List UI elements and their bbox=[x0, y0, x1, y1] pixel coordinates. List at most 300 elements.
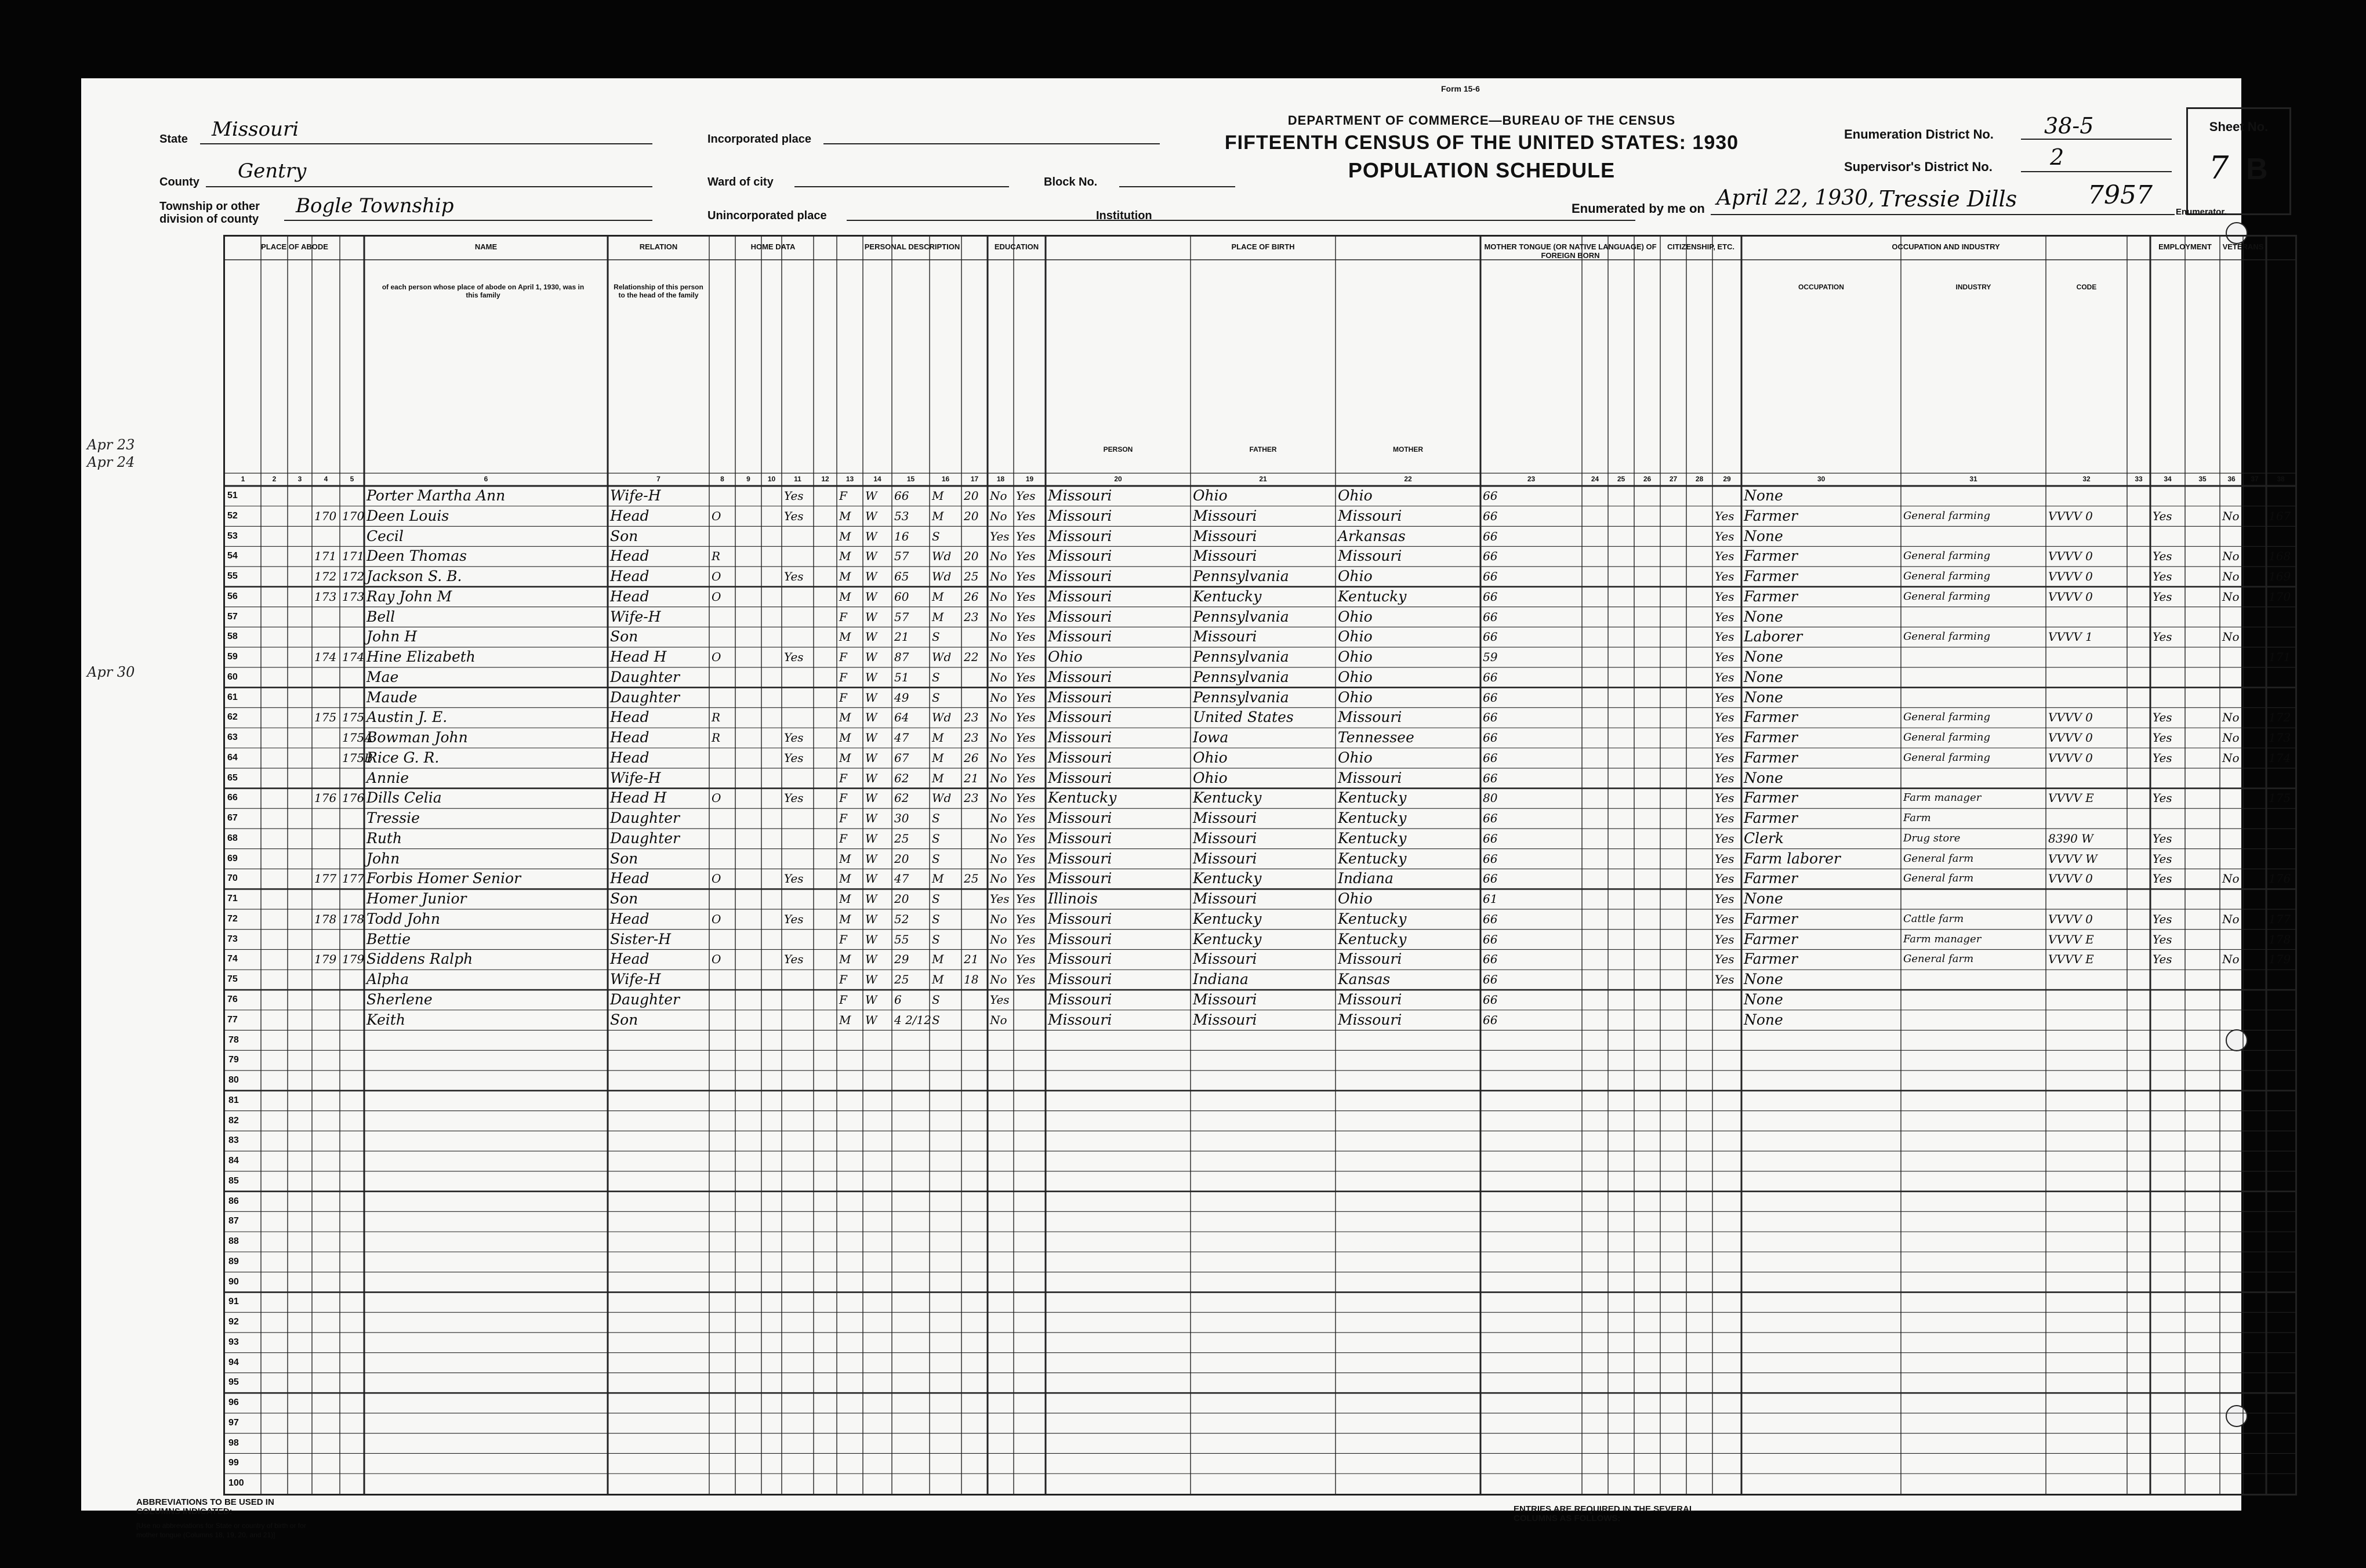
cell-name: Maude bbox=[366, 688, 418, 706]
cell-bf: Iowa bbox=[1193, 729, 1229, 746]
cell-bf: United States bbox=[1193, 709, 1294, 726]
cell-n: 76 bbox=[227, 994, 238, 1004]
cell-bm: Kentucky bbox=[1338, 789, 1407, 807]
row-number: 84 bbox=[228, 1156, 239, 1166]
cell-mar: Wd bbox=[932, 710, 952, 725]
cell-bf: Missouri bbox=[1193, 547, 1257, 565]
cell-lang: 66 bbox=[1483, 630, 1498, 644]
cell-n: 62 bbox=[227, 712, 238, 723]
cell-emp: Yes bbox=[2153, 549, 2172, 564]
cell-agem: 18 bbox=[964, 972, 979, 987]
cell-sex: F bbox=[839, 670, 847, 684]
cell-rel: Head bbox=[610, 709, 649, 726]
cell-bp: Missouri bbox=[1048, 568, 1112, 585]
cell-sex: F bbox=[839, 972, 847, 987]
cell-age: 57 bbox=[894, 609, 909, 624]
cell-occ: Clerk bbox=[1744, 829, 1784, 847]
cell-rel: Wife-H bbox=[610, 971, 661, 988]
cell-fam: 170 bbox=[342, 509, 365, 523]
cell-fam: 175A bbox=[342, 731, 373, 745]
cell-occ: None bbox=[1744, 487, 1783, 504]
cell-bm: Ohio bbox=[1338, 568, 1373, 585]
cell-fam: 179 bbox=[342, 952, 365, 967]
cell-name: Ray John M bbox=[366, 587, 452, 605]
cell-race: W bbox=[865, 952, 877, 967]
footer-entries-title: ENTRIES ARE REQUIRED IN THE SEVERAL COLUMNS AS FOLLOWS: bbox=[1514, 1504, 1694, 1523]
cell-lang: 66 bbox=[1483, 771, 1498, 785]
cell-age: 52 bbox=[894, 912, 909, 926]
cell-rel: Daughter bbox=[610, 668, 680, 685]
cell-sex: M bbox=[839, 872, 851, 886]
column-number: 38 bbox=[2277, 475, 2285, 483]
cell-sch: No bbox=[990, 630, 1007, 644]
column-number: 35 bbox=[2198, 475, 2207, 483]
column-heading-rel: Relationship of this person to the head of the family bbox=[614, 283, 703, 299]
cell-race: W bbox=[865, 993, 877, 1007]
cell-name: John H bbox=[366, 628, 418, 645]
cell-lang: 80 bbox=[1483, 791, 1498, 805]
cell-bp: Missouri bbox=[1048, 810, 1112, 827]
cell-read: Yes bbox=[1016, 831, 1036, 845]
unincorporated-label: Unincorporated place bbox=[707, 209, 827, 222]
cell-code: VVVV 0 bbox=[2048, 589, 2093, 604]
cell-dw: 171 bbox=[314, 549, 337, 564]
cell-sex: F bbox=[839, 771, 847, 785]
column-group-heading: VETERANS bbox=[2222, 242, 2264, 251]
row-number: 86 bbox=[228, 1196, 239, 1206]
cell-code: 8390 W bbox=[2048, 831, 2093, 845]
cell-sch: No bbox=[990, 872, 1007, 886]
cell-name: Deen Louis bbox=[366, 507, 449, 524]
cell-sch: No bbox=[990, 609, 1007, 624]
cell-mar: M bbox=[932, 589, 944, 604]
cell-read: Yes bbox=[1016, 529, 1036, 543]
cell-dw: 174 bbox=[314, 650, 337, 665]
ward-line bbox=[794, 186, 1009, 187]
cell-ind: General farm bbox=[1903, 852, 1974, 865]
column-number: 31 bbox=[1969, 475, 1977, 483]
cell-bf: Missouri bbox=[1193, 527, 1257, 545]
cell-rel: Head bbox=[610, 568, 649, 585]
cell-name: Austin J. E. bbox=[366, 709, 448, 726]
cell-sex: M bbox=[839, 952, 851, 967]
cell-age: 62 bbox=[894, 771, 909, 785]
cell-agem: 23 bbox=[964, 710, 979, 725]
cell-age: 29 bbox=[894, 952, 909, 967]
column-group-heading: EDUCATION bbox=[994, 242, 1039, 251]
column-group-heading: MOTHER TONGUE (OR NATIVE LANGUAGE) OF FOREIGN BORN bbox=[1484, 242, 1657, 260]
cell-emp: Yes bbox=[2153, 731, 2172, 745]
cell-age: 20 bbox=[894, 851, 909, 866]
cell-n: 52 bbox=[227, 510, 238, 521]
column-group-heading: PERSONAL DESCRIPTION bbox=[864, 242, 960, 251]
cell-agem: 23 bbox=[964, 731, 979, 745]
column-group-heading: PLACE OF ABODE bbox=[261, 242, 328, 251]
cell-sex: M bbox=[839, 1012, 851, 1027]
cell-bf: Missouri bbox=[1193, 890, 1257, 908]
cell-bm: Kentucky bbox=[1338, 810, 1407, 827]
cell-lang: 66 bbox=[1483, 1012, 1498, 1027]
row-number: 80 bbox=[228, 1075, 239, 1086]
row-number: 94 bbox=[228, 1357, 239, 1367]
cell-sex: M bbox=[839, 630, 851, 644]
cell-vet: No bbox=[2222, 710, 2240, 725]
cell-tenure: O bbox=[712, 589, 721, 604]
cell-race: W bbox=[865, 771, 877, 785]
cell-read: Yes bbox=[1016, 771, 1036, 785]
cell-eng: Yes bbox=[1715, 912, 1734, 926]
cell-mar: S bbox=[932, 690, 940, 705]
cell-rel: Daughter bbox=[610, 829, 680, 847]
column-number: 30 bbox=[1817, 475, 1826, 483]
township-line bbox=[284, 220, 652, 221]
column-group-heading: RELATION bbox=[639, 242, 678, 251]
cell-rel: Head H bbox=[610, 648, 667, 666]
cell-ind: General farming bbox=[1903, 630, 1991, 643]
row-number: 89 bbox=[228, 1256, 239, 1266]
column-number: 17 bbox=[970, 475, 979, 483]
cell-tenure: O bbox=[712, 569, 721, 584]
cell-bm: Ohio bbox=[1338, 648, 1373, 666]
cell-code: VVVV E bbox=[2048, 791, 2094, 805]
cell-agem: 26 bbox=[964, 750, 979, 765]
cell-occ: Farmer bbox=[1744, 789, 1798, 807]
footer-abbrev-title: ABBREVIATIONS TO BE USED IN COLUMNS INDICATED: bbox=[136, 1497, 274, 1516]
cell-rel: Daughter bbox=[610, 810, 680, 827]
cell-race: W bbox=[865, 872, 877, 886]
cell-bp: Missouri bbox=[1048, 950, 1112, 968]
county-label: County bbox=[159, 176, 199, 188]
column-number: 25 bbox=[1617, 475, 1625, 483]
cell-bp: Missouri bbox=[1048, 527, 1112, 545]
cell-tenure: O bbox=[712, 791, 721, 805]
cell-bm: Tennessee bbox=[1338, 729, 1414, 746]
cell-bf: Missouri bbox=[1193, 507, 1257, 524]
cell-name: Porter Martha Ann bbox=[366, 487, 506, 504]
township-label: Township or other division of county bbox=[159, 200, 260, 226]
cell-n: 74 bbox=[227, 954, 238, 964]
cell-bp: Missouri bbox=[1048, 971, 1112, 988]
cell-ind: Drug store bbox=[1903, 832, 1961, 844]
cell-code: VVVV E bbox=[2048, 952, 2094, 967]
cell-agem: 26 bbox=[964, 589, 979, 604]
column-number: 10 bbox=[767, 475, 776, 483]
cell-mar: M bbox=[932, 872, 944, 886]
cell-tenure: O bbox=[712, 509, 721, 523]
cell-mar: S bbox=[932, 811, 940, 826]
row-number: 98 bbox=[228, 1438, 239, 1448]
cell-eng: Yes bbox=[1715, 892, 1734, 906]
cell-dw: 175 bbox=[314, 710, 337, 725]
cell-bp: Missouri bbox=[1048, 991, 1112, 1008]
cell-sex: M bbox=[839, 569, 851, 584]
cell-bm: Arkansas bbox=[1338, 527, 1406, 545]
cell-rel: Head bbox=[610, 587, 649, 605]
cell-bf: Missouri bbox=[1193, 1011, 1257, 1028]
cell-ind: Farm bbox=[1903, 812, 1931, 825]
cell-bp: Missouri bbox=[1048, 507, 1112, 524]
cell-race: W bbox=[865, 670, 877, 684]
cell-age: 51 bbox=[894, 670, 909, 684]
cell-sch: No bbox=[990, 811, 1007, 826]
column-number: 11 bbox=[794, 475, 801, 483]
cell-sch: No bbox=[990, 851, 1007, 866]
cell-eng: Yes bbox=[1715, 731, 1734, 745]
cell-race: W bbox=[865, 650, 877, 665]
sheet-label: Sheet No. bbox=[2209, 119, 2269, 134]
cell-lang: 66 bbox=[1483, 831, 1498, 845]
cell-name: Cecil bbox=[366, 527, 404, 545]
cell-bm: Ohio bbox=[1338, 608, 1373, 625]
cell-occ: Farmer bbox=[1744, 930, 1798, 948]
cell-occ: None bbox=[1744, 608, 1783, 625]
cell-n: 59 bbox=[227, 652, 238, 662]
cell-code: VVVV 0 bbox=[2048, 509, 2093, 523]
cell-bf: Kentucky bbox=[1193, 870, 1262, 887]
cell-occ: Farmer bbox=[1744, 910, 1798, 927]
cell-mar: Wd bbox=[932, 569, 952, 584]
column-number: 3 bbox=[297, 475, 302, 483]
sheet-number-box bbox=[2186, 107, 2291, 215]
cell-name: Annie bbox=[366, 769, 409, 786]
cell-lang: 66 bbox=[1483, 509, 1498, 523]
sd-line bbox=[2021, 171, 2172, 172]
cell-farm: 169 bbox=[2269, 569, 2291, 584]
ed-line bbox=[2021, 139, 2172, 140]
cell-sex: M bbox=[839, 710, 851, 725]
cell-sex: M bbox=[839, 731, 851, 745]
cell-bp: Kentucky bbox=[1048, 789, 1117, 807]
cell-bm: Kansas bbox=[1338, 971, 1391, 988]
cell-rel: Daughter bbox=[610, 991, 680, 1008]
column-number: 23 bbox=[1527, 475, 1536, 483]
cell-agem: 21 bbox=[964, 771, 979, 785]
cell-n: 71 bbox=[227, 894, 238, 904]
cell-name: Siddens Ralph bbox=[366, 950, 473, 968]
cell-bf: Ohio bbox=[1193, 769, 1228, 786]
cell-lang: 66 bbox=[1483, 912, 1498, 926]
cell-race: W bbox=[865, 489, 877, 503]
cell-read: Yes bbox=[1016, 791, 1036, 805]
cell-occ: None bbox=[1744, 1011, 1783, 1028]
cell-eng: Yes bbox=[1715, 630, 1734, 644]
cell-occ: None bbox=[1744, 991, 1783, 1008]
column-number: 34 bbox=[2164, 475, 2172, 483]
cell-bf: Pennsylvania bbox=[1193, 688, 1289, 706]
cell-sch: Yes bbox=[990, 892, 1010, 906]
cell-tenure: R bbox=[712, 549, 721, 564]
row-number: 100 bbox=[228, 1478, 244, 1489]
cell-dw: 179 bbox=[314, 952, 337, 967]
ward-label: Ward of city bbox=[707, 176, 774, 188]
cell-rel: Wife-H bbox=[610, 769, 661, 786]
cell-bf: Missouri bbox=[1193, 950, 1257, 968]
cell-rel: Son bbox=[610, 527, 638, 545]
cell-mar: S bbox=[932, 932, 940, 946]
cell-mar: M bbox=[932, 731, 944, 745]
cell-lang: 66 bbox=[1483, 690, 1498, 705]
cell-mar: S bbox=[932, 892, 940, 906]
cell-vet: No bbox=[2222, 912, 2240, 926]
cell-age: 47 bbox=[894, 872, 909, 886]
cell-occ: Farmer bbox=[1744, 950, 1798, 968]
margin-note: Apr 24 bbox=[87, 454, 135, 470]
cell-lang: 66 bbox=[1483, 529, 1498, 543]
township-value: Bogle Township bbox=[296, 194, 454, 217]
cell-n: 68 bbox=[227, 833, 238, 843]
cell-occ: Farmer bbox=[1744, 568, 1798, 585]
cell-fam: 174 bbox=[342, 650, 365, 665]
cell-bf: Missouri bbox=[1193, 628, 1257, 645]
cell-age: 4 2/12 bbox=[894, 1012, 931, 1027]
cell-dw: 173 bbox=[314, 589, 337, 604]
enumerator-line bbox=[1711, 214, 2175, 215]
cell-agem: 20 bbox=[964, 489, 979, 503]
cell-radio: Yes bbox=[784, 912, 804, 926]
cell-age: 60 bbox=[894, 589, 909, 604]
cell-eng: Yes bbox=[1715, 831, 1734, 845]
cell-eng: Yes bbox=[1715, 791, 1734, 805]
cell-ind: General farming bbox=[1903, 550, 1991, 562]
cell-name: Sherlene bbox=[366, 991, 433, 1008]
column-number: 20 bbox=[1114, 475, 1122, 483]
cell-vet: No bbox=[2222, 589, 2240, 604]
cell-bp: Missouri bbox=[1048, 668, 1112, 685]
cell-race: W bbox=[865, 589, 877, 604]
column-heading-bp: PERSON bbox=[1103, 445, 1133, 453]
cell-code: VVVV 1 bbox=[2048, 630, 2093, 644]
cell-bm: Missouri bbox=[1338, 769, 1402, 786]
cell-occ: None bbox=[1744, 688, 1783, 706]
row-number: 99 bbox=[228, 1458, 239, 1468]
cell-emp: Yes bbox=[2153, 912, 2172, 926]
row-number: 85 bbox=[228, 1175, 239, 1186]
column-heading-bf: FATHER bbox=[1249, 445, 1277, 453]
cell-farm: 175 bbox=[2269, 791, 2291, 805]
cell-sex: F bbox=[839, 932, 847, 946]
cell-bf: Missouri bbox=[1193, 991, 1257, 1008]
cell-vet: No bbox=[2222, 569, 2240, 584]
cell-sch: No bbox=[990, 1012, 1007, 1027]
column-number: 6 bbox=[484, 475, 488, 483]
cell-sch: No bbox=[990, 489, 1007, 503]
cell-sex: M bbox=[839, 589, 851, 604]
cell-ind: General farming bbox=[1903, 590, 1991, 602]
cell-occ: Farmer bbox=[1744, 870, 1798, 887]
cell-dw: 172 bbox=[314, 569, 337, 584]
state-value: Missouri bbox=[212, 118, 299, 141]
cell-n: 65 bbox=[227, 772, 238, 783]
cell-eng: Yes bbox=[1715, 549, 1734, 564]
cell-race: W bbox=[865, 932, 877, 946]
institution-line bbox=[1171, 220, 1635, 221]
cell-name: Dills Celia bbox=[366, 789, 442, 807]
cell-lang: 59 bbox=[1483, 650, 1498, 665]
cell-emp: Yes bbox=[2153, 791, 2172, 805]
cell-name: Deen Thomas bbox=[366, 547, 467, 565]
cell-fam: 175 bbox=[342, 710, 365, 725]
cell-lang: 66 bbox=[1483, 710, 1498, 725]
cell-occ: None bbox=[1744, 971, 1783, 988]
cell-eng: Yes bbox=[1715, 811, 1734, 826]
cell-eng: Yes bbox=[1715, 609, 1734, 624]
cell-emp: Yes bbox=[2153, 932, 2172, 946]
cell-farm: 174 bbox=[2269, 750, 2291, 765]
cell-name: Bettie bbox=[366, 930, 411, 948]
cell-race: W bbox=[865, 750, 877, 765]
cell-bm: Missouri bbox=[1338, 950, 1402, 968]
cell-agem: 20 bbox=[964, 549, 979, 564]
cell-bf: Pennsylvania bbox=[1193, 648, 1289, 666]
cell-sch: No bbox=[990, 952, 1007, 967]
column-group-heading: PLACE OF BIRTH bbox=[1231, 242, 1295, 251]
state-label: State bbox=[159, 133, 188, 146]
cell-race: W bbox=[865, 609, 877, 624]
cell-n: 57 bbox=[227, 611, 238, 622]
row-number: 92 bbox=[228, 1317, 239, 1327]
cell-fam: 175B bbox=[342, 750, 373, 765]
column-heading-occ: OCCUPATION bbox=[1798, 283, 1844, 291]
cell-emp: Yes bbox=[2153, 630, 2172, 644]
cell-name: Todd John bbox=[366, 910, 441, 927]
column-number: 24 bbox=[1591, 475, 1599, 483]
cell-bm: Missouri bbox=[1338, 547, 1402, 565]
cell-n: 66 bbox=[227, 793, 238, 803]
cell-name: Bowman John bbox=[366, 729, 468, 746]
cell-rel: Son bbox=[610, 628, 638, 645]
cell-tenure: O bbox=[712, 872, 721, 886]
cell-n: 63 bbox=[227, 732, 238, 743]
row-number: 93 bbox=[228, 1337, 239, 1347]
cell-n: 75 bbox=[227, 974, 238, 985]
cell-bp: Missouri bbox=[1048, 910, 1112, 927]
cell-sch: Yes bbox=[990, 993, 1010, 1007]
cell-farm: 176 bbox=[2269, 872, 2291, 886]
cell-emp: Yes bbox=[2153, 509, 2172, 523]
cell-emp: Yes bbox=[2153, 569, 2172, 584]
cell-lang: 66 bbox=[1483, 489, 1498, 503]
row-number: 78 bbox=[228, 1035, 239, 1045]
cell-rel: Head bbox=[610, 729, 649, 746]
cell-bp: Missouri bbox=[1048, 829, 1112, 847]
cell-age: 25 bbox=[894, 972, 909, 987]
cell-sch: No bbox=[990, 650, 1007, 665]
cell-read: Yes bbox=[1016, 509, 1036, 523]
sd-label: Supervisor's District No. bbox=[1844, 159, 1993, 174]
column-number: 36 bbox=[2227, 475, 2236, 483]
cell-rel: Head H bbox=[610, 789, 667, 807]
cell-vet: No bbox=[2222, 731, 2240, 745]
cell-radio: Yes bbox=[784, 650, 804, 665]
cell-read: Yes bbox=[1016, 932, 1036, 946]
cell-mar: S bbox=[932, 630, 940, 644]
cell-race: W bbox=[865, 912, 877, 926]
cell-radio: Yes bbox=[784, 731, 804, 745]
cell-read: Yes bbox=[1016, 872, 1036, 886]
column-number: 14 bbox=[873, 475, 881, 483]
cell-lang: 66 bbox=[1483, 589, 1498, 604]
cell-rel: Son bbox=[610, 1011, 638, 1028]
cell-bf: Kentucky bbox=[1193, 789, 1262, 807]
cell-code: VVVV 0 bbox=[2048, 872, 2093, 886]
cell-radio: Yes bbox=[784, 872, 804, 886]
cell-bf: Missouri bbox=[1193, 829, 1257, 847]
cell-lang: 61 bbox=[1483, 892, 1498, 906]
cell-read: Yes bbox=[1016, 972, 1036, 987]
cell-race: W bbox=[865, 569, 877, 584]
cell-lang: 66 bbox=[1483, 731, 1498, 745]
cell-rel: Head bbox=[610, 870, 649, 887]
